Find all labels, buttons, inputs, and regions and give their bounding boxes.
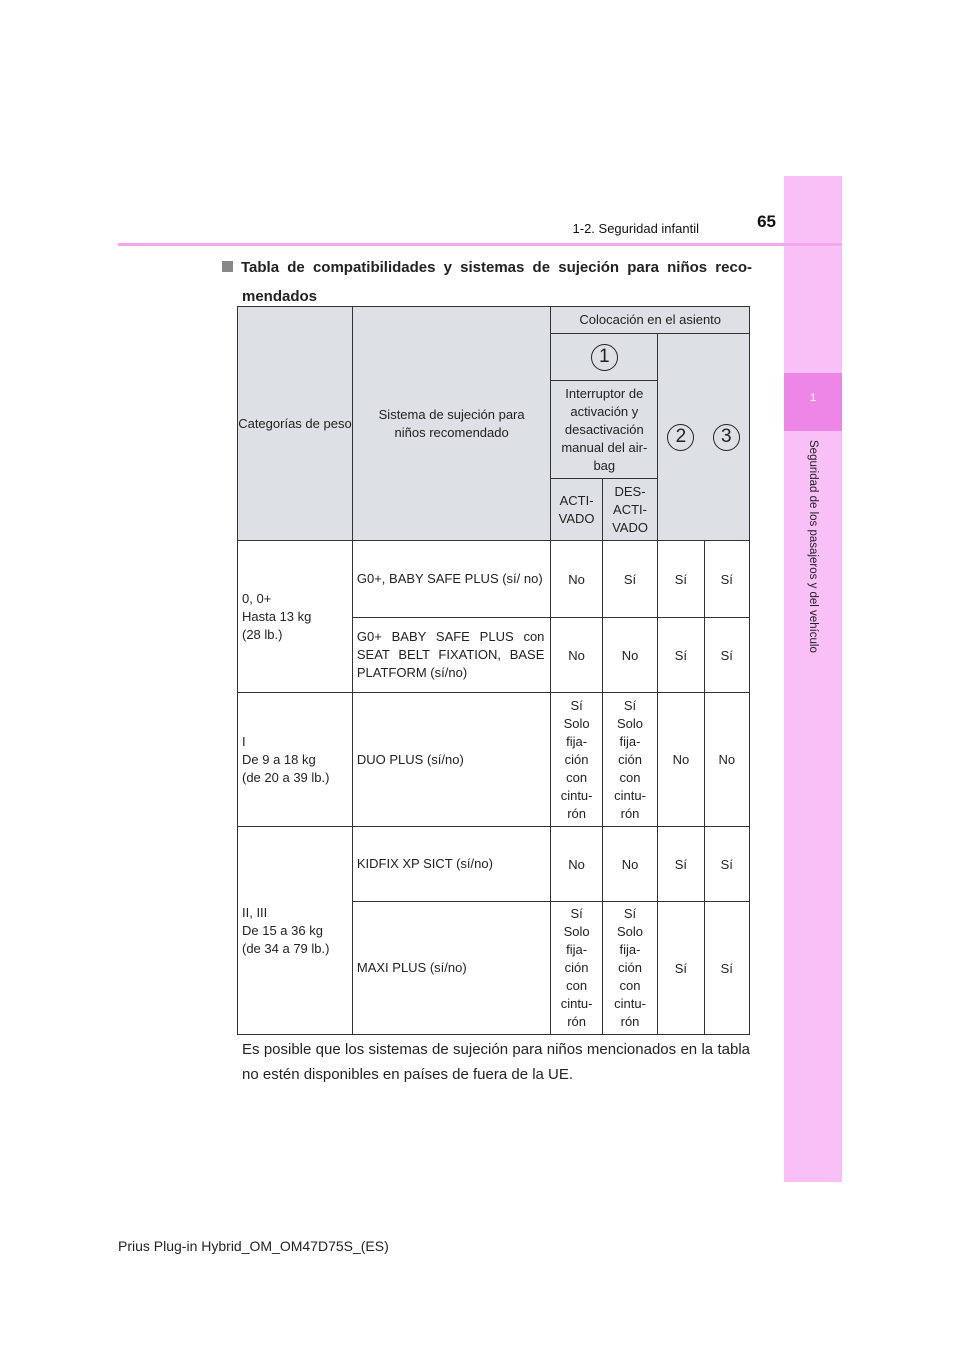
value-cell: No: [658, 693, 704, 827]
chapter-number: 1: [809, 392, 817, 404]
chapter-number-tab[interactable]: [784, 373, 842, 431]
airbag-desactivado-header: DES- ACTI- VADO: [602, 479, 657, 541]
heading-line-1: Tabla de compatibilidades y sistemas de sujeción para niños reco-: [222, 253, 752, 282]
table-row: [238, 541, 750, 618]
value-cell: Sí: [658, 902, 704, 1035]
value-cell: No: [602, 827, 657, 902]
header-weight-category: Categorías de peso: [238, 307, 353, 541]
value-cell: Sí: [704, 827, 749, 902]
header-recommended-system: Sistema de sujeción para niños recomendado: [352, 307, 551, 541]
document-footer: Prius Plug-in Hybrid_OM_OM47D75S_(ES): [118, 1238, 389, 1254]
value-cell: Sí: [658, 827, 704, 902]
system-cell: DUO PLUS (sí/no): [352, 693, 551, 827]
seat-2-icon: 2: [667, 424, 694, 451]
system-cell: KIDFIX XP SICT (sí/no): [352, 827, 551, 902]
table-row: [238, 827, 750, 902]
value-cell: Sí Solo fija- ción con cintu- rón: [602, 902, 657, 1035]
value-cell: No: [704, 693, 749, 827]
value-cell: Sí: [658, 618, 704, 693]
weight-cell: I De 9 a 18 kg (de 20 a 39 lb.): [238, 693, 353, 827]
value-cell: No: [551, 618, 602, 693]
value-cell: No: [602, 618, 657, 693]
value-cell: Sí Solo fija- ción con cintu- rón: [602, 693, 657, 827]
header-seat-position: Colocación en el asiento: [551, 307, 750, 334]
chapter-side-label: Seguridad de los pasajeros y del vehículo: [807, 440, 819, 653]
value-cell: Sí: [602, 541, 657, 618]
heading-bullet-icon: Tabla: [222, 253, 279, 282]
seat-2-3-cell: [658, 334, 750, 541]
value-cell: No: [551, 827, 602, 902]
heading-line-2: mendados: [242, 288, 318, 305]
value-cell: Sí: [704, 618, 749, 693]
compatibility-table: [237, 306, 750, 1035]
availability-footnote: Es posible que los sistemas de sujeción para niños mencionados en la tabla no estén disponibles en países de fuera de la UE.: [242, 1041, 750, 1083]
system-cell: MAXI PLUS (sí/no): [352, 902, 551, 1035]
value-cell: Sí Solo fija- ción con cintu- rón: [551, 902, 602, 1035]
table-heading: [222, 253, 752, 311]
airbag-activado-header: ACTI- VADO: [551, 479, 602, 541]
value-cell: Sí: [704, 541, 749, 618]
seat-1-icon: 1: [591, 344, 618, 371]
seat-1-cell: [551, 334, 658, 381]
airbag-switch-header: Interruptor de activación y desactivación manual del air- bag: [551, 381, 658, 479]
weight-cell: 0, 0+ Hasta 13 kg (28 lb.): [238, 541, 353, 693]
header-rule: [118, 243, 842, 246]
seat-3-icon: 3: [713, 424, 740, 451]
value-cell: Sí: [658, 541, 704, 618]
table-row: [238, 693, 750, 827]
section-title: 1-2. Seguridad infantil: [572, 221, 699, 236]
value-cell: No: [551, 541, 602, 618]
value-cell: Sí: [704, 902, 749, 1035]
value-cell: Sí Solo fija- ción con cintu- rón: [551, 693, 602, 827]
weight-cell: II, III De 15 a 36 kg (de 34 a 79 lb.): [238, 827, 353, 1035]
page-number: 65: [757, 212, 776, 231]
system-cell: G0+ BABY SAFE PLUS con SEAT BELT FIXATION, BASE PLATFORM (sí/no): [352, 618, 551, 693]
system-cell: G0+, BABY SAFE PLUS (sí/ no): [352, 541, 551, 618]
